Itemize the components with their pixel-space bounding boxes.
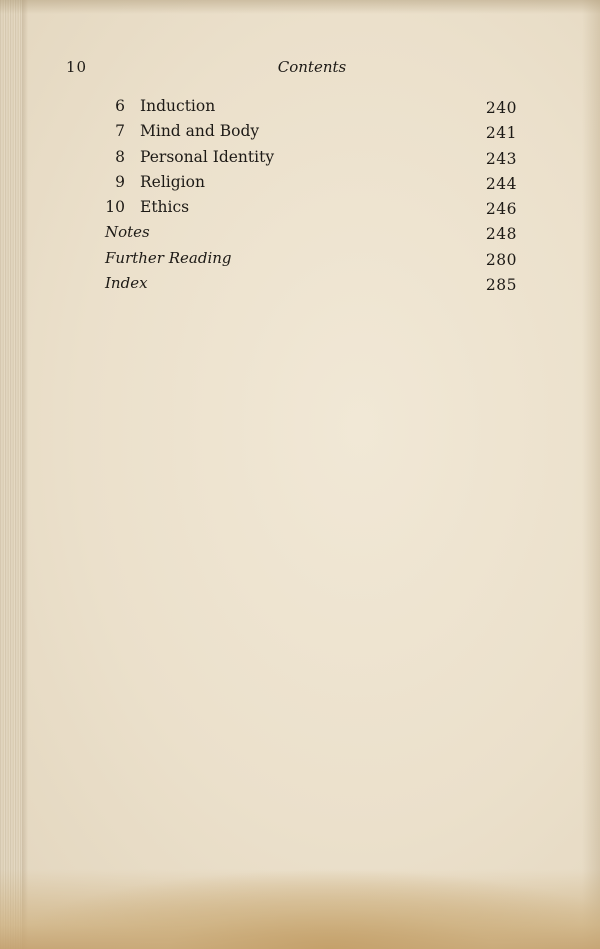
chapter-number: 10: [105, 198, 125, 217]
page-block-edge: [0, 0, 22, 949]
toc-entry-chapter: [105, 196, 517, 221]
chapter-title: Ethics: [140, 198, 190, 217]
page-reference: 240: [485, 99, 517, 117]
chapter-number: 8: [115, 147, 125, 166]
back-matter-title: Notes: [105, 223, 150, 242]
chapter-title: Induction: [140, 97, 216, 115]
chapter-number: 9: [115, 172, 125, 191]
chapter-title: Mind and Body: [140, 122, 260, 141]
toc-entry-index: [105, 272, 517, 297]
page-reference: 246: [485, 200, 517, 219]
chapter-title: Religion: [140, 172, 205, 191]
toc-entry-chapter: [105, 146, 517, 171]
toc-entry-notes: [105, 221, 517, 246]
chapter-number: 6: [115, 97, 125, 115]
page-reference: 285: [485, 276, 517, 295]
page-number: 10: [66, 58, 88, 76]
table-of-contents: [105, 95, 517, 297]
chapter-title: Personal Identity: [140, 147, 275, 166]
page-reference: 244: [485, 174, 517, 193]
chapter-number: 7: [115, 122, 125, 141]
page-reference: 280: [485, 250, 517, 269]
running-title: Contents: [277, 58, 347, 76]
toc-entry-chapter: [105, 171, 517, 196]
back-matter-title: Index: [105, 274, 148, 293]
toc-entry-chapter: [105, 95, 517, 120]
page-reference: 243: [485, 149, 517, 168]
page-reference: 248: [485, 225, 517, 244]
page-right-shading: [582, 0, 600, 949]
toc-entry-chapter: [105, 120, 517, 145]
page-reference: 241: [485, 124, 517, 143]
water-stain: [0, 869, 600, 949]
back-matter-title: Further Reading: [105, 248, 232, 267]
page-header: [0, 58, 600, 80]
toc-entry-further-reading: [105, 247, 517, 272]
page-top-shading: [0, 0, 600, 14]
